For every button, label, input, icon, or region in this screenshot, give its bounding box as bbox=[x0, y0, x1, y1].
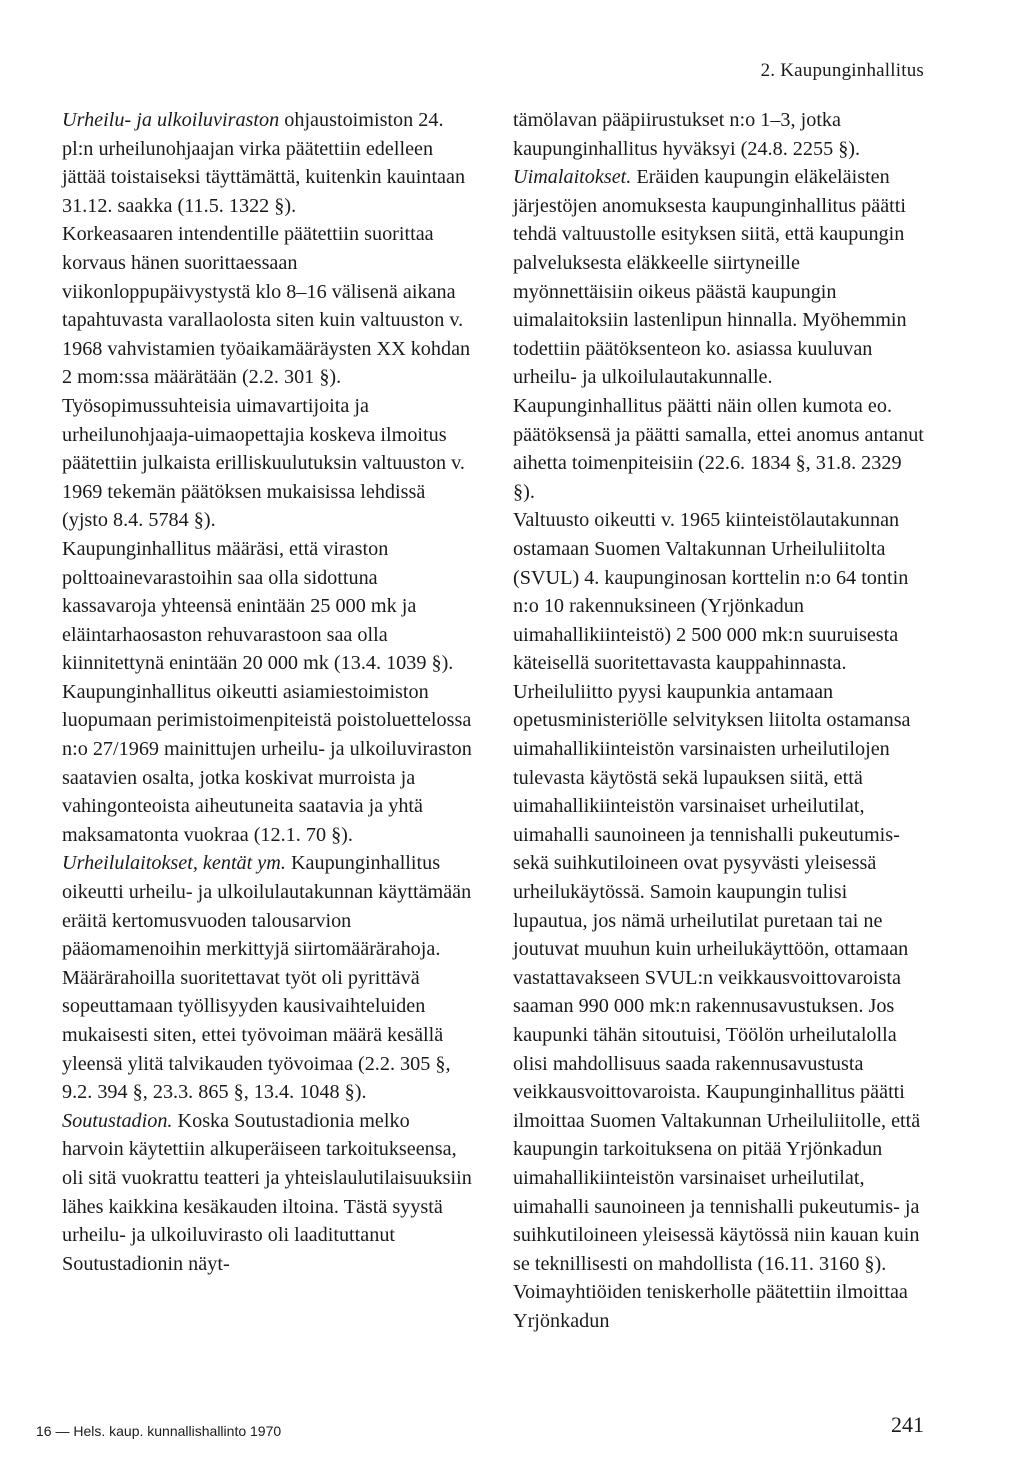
paragraph: Valtuusto oikeutti v. 1965 kiinteistölautakunnan ostamaan Suomen Valtakunnan Urheiluliitolta (SVUL) 4. kaupunginosan korttelin n:o 64 tontin n:o 10 rakennuksineen (Yrjönkadun uimahallikiinteistö) 2 500 000 mk:n suuruisesta käteisellä suoritettavasta kauppahinnasta. Urheiluliitto pyysi kaupunkia antamaan opetusministeriölle selvityksen liitolta ostamansa uimahallikiinteistön varsinaisten urheilutilojen tulevasta käytöstä sekä lupauksen siitä, että uimahallikiinteistön varsinaiset urheilutilat, uimahalli saunoineen ja tennishalli pukeutumis- sekä suihkutiloineen ovat pysyvästi yleisessä urheilukäytössä. Samoin kaupungin tulisi lupautua, jos nämä urheilutilat puretaan tai ne joutuvat muuhun kuin urheilukäyttöön, ottamaan vastattavakseen SVUL:n veikkausvoittovaroista saaman 990 000 mk:n rakennusavustuksen. Jos kaupunki tähän sitoutuisi, Töölön urheilutalolla olisi mahdollisuus saada rakennusavustusta veikkausvoittovaroista. Kaupunginhallitus päätti ilmoittaa Suomen Valtakunnan Urheiluliitolle, että kaupungin tarkoituksena on pitää Yrjönkadun uimahallikiinteistön varsinaiset urheilutilat, uimahalli saunoineen ja tennishalli pukeutumis- ja suihkutiloineen yleisessä käytössä niin kauan kuin se teknillisesti on mahdollista (16.11. 3160 §). Voimayhtiöiden teniskerholle päätettiin ilmoittaa Yrjönkadun bbox=[513, 509, 921, 1332]
right-column bbox=[513, 106, 925, 1336]
left-column bbox=[62, 106, 474, 1278]
paragraph-text: Koska Soutustadionia melko harvoin käytettiin alkuperäiseen tarkoitukseensa, oli sitä vuokrattu teatteri ja yhteislaulutilaisuuksiin lähes kaikkina kesäkauden iltoina. Tästä syystä urheilu- ja ulkoiluvirasto oli laadituttanut Soutustadionin näyt- bbox=[62, 1109, 472, 1275]
section-heading: Uimalaitokset. bbox=[513, 166, 632, 189]
paragraph: Kaupunginhallitus määräsi, että viraston polttoainevarastoihin saa olla sidottuna kassavaroja yhteensä enintään 25 000 mk ja eläintarhaosaston rehuvarastoon saa olla kiinnitettynä enintään 20 000 mk (13.4. 1039 §). bbox=[62, 537, 454, 675]
section-heading: Urheilu- ja ulkoiluviraston bbox=[62, 109, 280, 131]
paragraph-text: Eräiden kaupungin eläkeläisten järjestöjen anomuksesta kaupunginhallitus päätti tehdä valtuustolle esityksen siitä, että kaupungin palveluksesta eläkkeelle siirtyneille myönnettäisiin oikeus päästä kaupungin uimalaitoksiin lastenlipun hinnalla. Myöhemmin todettiin päätöksenteon ko. asiassa kuuluvan urheilu- ja ulkoilulautakunnalle. Kaupunginhallitus päätti näin ollen kumota eo. päätöksensä ja päätti samalla, ettei anomus antanut aihetta toimenpiteisiin (22.6. 1834 §, 31.8. 2329 §). bbox=[513, 166, 924, 503]
paragraph-text: ohjaustoimiston 24. pl:n urheilunohjaajan virka päätettiin edelleen jättää toistaiseksi täyttämättä, kuitenkin kauintaan 31.12. saakka (11.5. 1322 §). bbox=[62, 109, 466, 217]
page-number: 241 bbox=[891, 1412, 924, 1437]
paragraph-text: Kaupunginhallitus oikeutti urheilu- ja ulkoilulautakunnan käyttämään eräitä kertomusvuoden talousarvion pääomamenoihin merkittyjä siirtomäärärahoja. Määrärahoilla suoritettavat työt oli pyrittävä sopeuttamaan työllisyyden kausivaihteluiden mukaisesti siten, ettei työvoiman määrä kesällä yleensä ylitä talvikauden työvoimaa (2.2. 305 §, 9.2. 394 §, 23.3. 865 §, 13.4. 1048 §). bbox=[62, 852, 472, 1104]
section-heading: Urheilulaitokset, kentät ym. bbox=[62, 852, 286, 875]
paragraph bbox=[513, 163, 925, 506]
running-header: 2. Kaupunginhallitus bbox=[760, 60, 924, 81]
paragraph bbox=[62, 849, 474, 1106]
section-heading: Soutustadion. bbox=[62, 1109, 173, 1132]
paragraph: Kaupunginhallitus oikeutti asiamiestoimiston luopumaan perimistoimenpiteistä poistoluettelossa n:o 27/1969 mainittujen urheilu- ja ulkoiluviraston saatavien osalta, jotka koskivat murroista ja vahingonteoista aiheutuneita saatavia ja yhtä maksamatonta vuokraa (12.1. 70 §). bbox=[62, 680, 472, 846]
paragraph bbox=[62, 106, 474, 220]
paragraph: tämölavan pääpiirustukset n:o 1–3, jotka kaupunginhallitus hyväksyi (24.8. 2255 §). bbox=[513, 109, 861, 160]
paragraph bbox=[62, 1107, 474, 1279]
footer-source: 16 — Hels. kaup. kunnallishallinto 1970 bbox=[36, 1423, 282, 1439]
paragraph: Työsopimussuhteisia uimavartijoita ja urheilunohjaaja-uimaopettajia koskeva ilmoitus päätettiin julkaista erilliskuulutuksin valtuuston v. 1969 tekemän päätöksen mukaisissa lehdissä (yjsto 8.4. 5784 §). bbox=[62, 394, 465, 532]
paragraph: Korkeasaaren intendentille päätettiin suorittaa korvaus hänen suorittaessaan viikonloppupäivystystä klo 8–16 välisenä aikana tapahtuvasta varallaolosta siten kuin valtuuston v. 1968 vahvistamien työaikamääräysten XX kohdan 2 mom:ssa määrätään (2.2. 301 §). bbox=[62, 223, 471, 389]
